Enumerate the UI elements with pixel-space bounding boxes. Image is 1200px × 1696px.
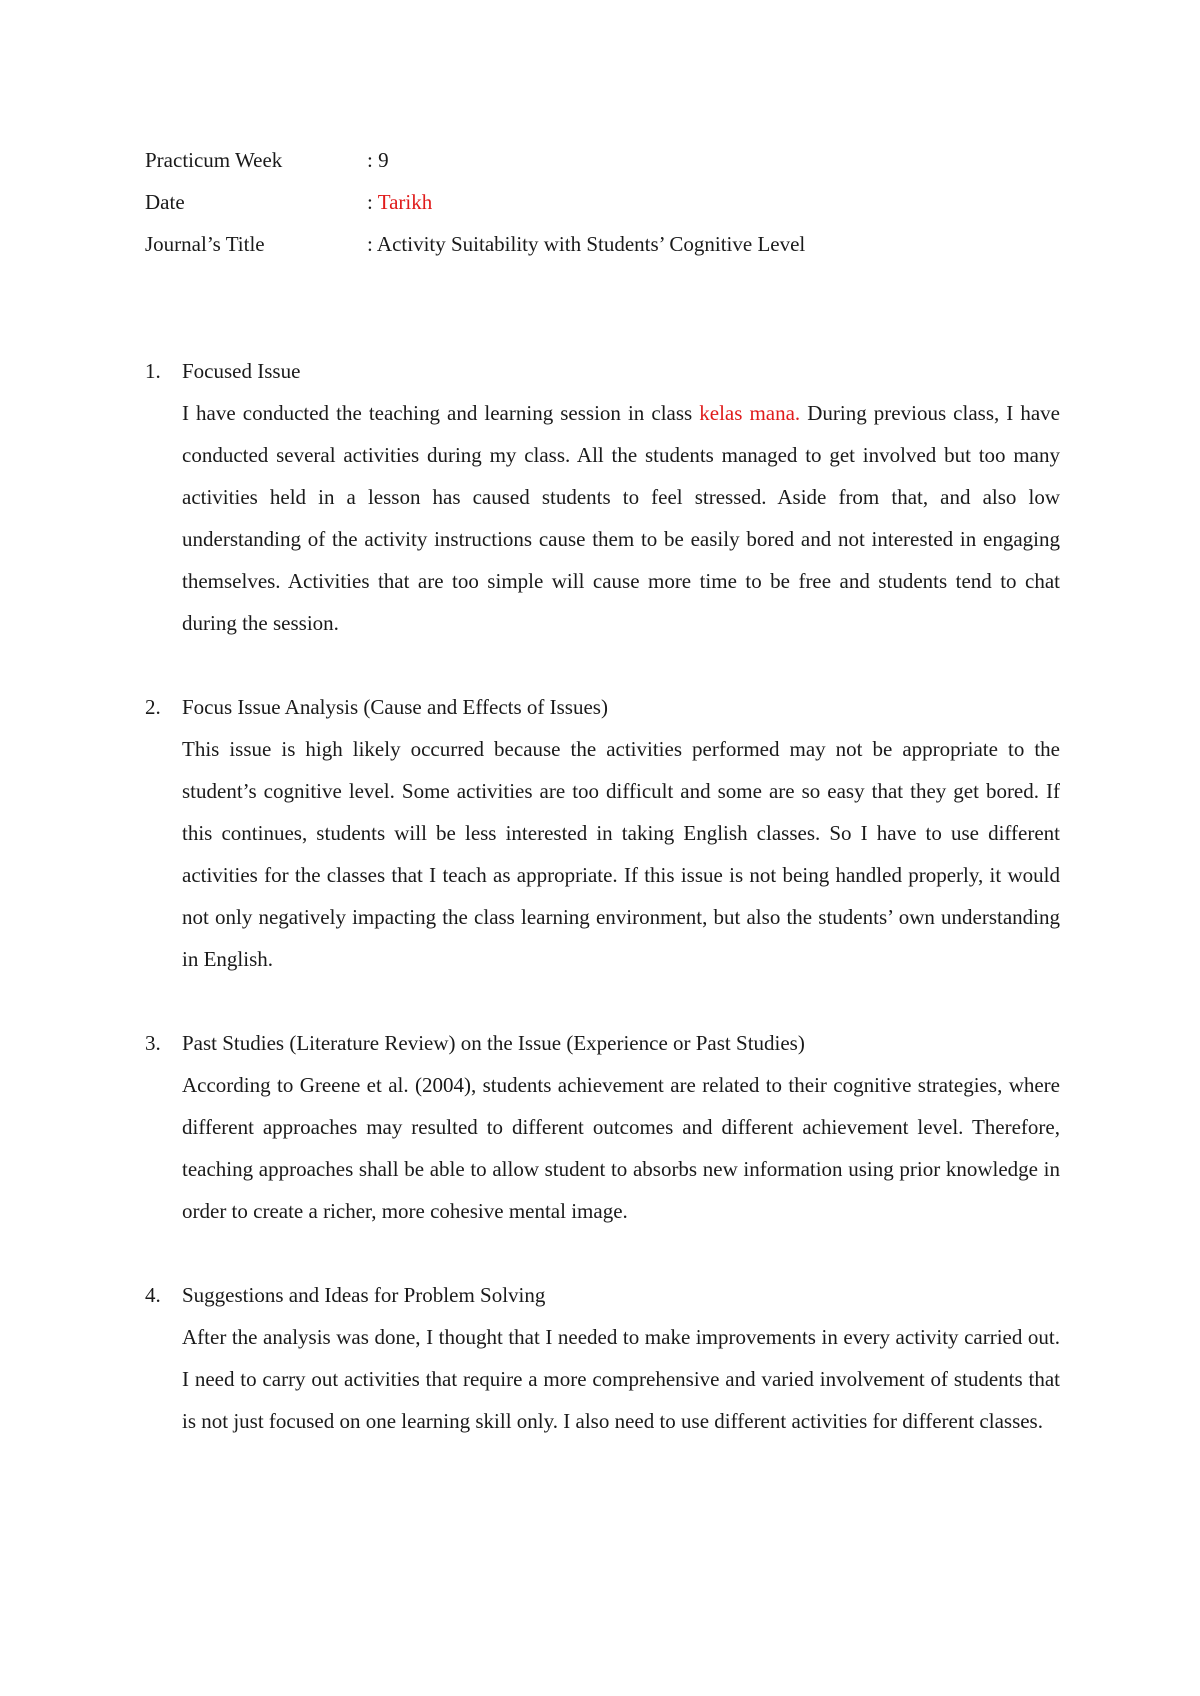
journal-sections — [145, 350, 1060, 1484]
section-past-studies — [145, 1022, 1060, 1232]
date-value-wrap — [367, 186, 432, 218]
section-title: Suggestions and Ideas for Problem Solving — [182, 1283, 546, 1307]
section-title: Past Studies (Literature Review) on the Issue (Experience or Past Studies) — [182, 1031, 805, 1055]
section-number: 3. — [145, 1031, 161, 1055]
section-body: After the analysis was done, I thought that I needed to make improvements in every activity carried out. I need to carry out activities that require a more comprehensive and varied involvement of students that is not just focused on one learning skill only. I also need to use different activities for different classes. — [182, 1325, 1060, 1433]
section-number: 1. — [145, 359, 161, 383]
section-focused-issue — [145, 350, 1060, 644]
section-suggestions — [145, 1274, 1060, 1442]
section-body — [182, 392, 1060, 644]
title-value: : Activity Suitability with Students’ Cognitive Level — [367, 232, 806, 256]
section-title: Focused Issue — [182, 359, 301, 383]
week-value: : 9 — [367, 148, 389, 172]
section-number: 4. — [145, 1283, 161, 1307]
section-body: This issue is high likely occurred because the activities performed may not be appropriate to the student’s cognitive level. Some activities are too difficult and some are so easy that they get bored. If this continues, students will be less interested in taking English classes. So I have to use different activities for the classes that I teach as appropriate. If this issue is not being handled properly, it would not only negatively impacting the class learning environment, but also the students’ own understanding in English. — [182, 737, 1060, 971]
title-label: Journal’s Title — [145, 232, 265, 256]
section-body: According to Greene et al. (2004), students achievement are related to their cognitive strategies, where different approaches may resulted to different outcomes and different achievement level. Therefore, teaching approaches shall be able to allow student to absorbs new information using prior knowledge in order to create a richer, more cohesive mental image. — [182, 1073, 1060, 1223]
body-text: I have conducted the teaching and learning session in class — [182, 401, 700, 425]
class-placeholder-text: kelas mana. — [699, 401, 801, 425]
date-label: Date — [145, 190, 185, 214]
date-value: Tarikh — [377, 190, 433, 214]
section-issue-analysis — [145, 686, 1060, 980]
section-title: Focus Issue Analysis (Cause and Effects of Issues) — [182, 695, 608, 719]
section-heading — [145, 1274, 1060, 1316]
section-number: 2. — [145, 695, 161, 719]
week-label: Practicum Week — [145, 148, 283, 172]
section-heading — [145, 350, 1060, 392]
body-text: During previous class, I have conducted several activities during my class. All the students managed to get involved but too many activities held in a lesson has caused students to feel stressed. Aside from that, and also low understanding of the activity instructions cause them to be easily bored and not interested in engaging themselves. Activities that are too simple will cause more time to be free and students tend to chat during the session. — [182, 401, 1060, 635]
date-colon: : — [367, 190, 378, 214]
section-heading — [145, 686, 1060, 728]
section-heading — [145, 1022, 1060, 1064]
